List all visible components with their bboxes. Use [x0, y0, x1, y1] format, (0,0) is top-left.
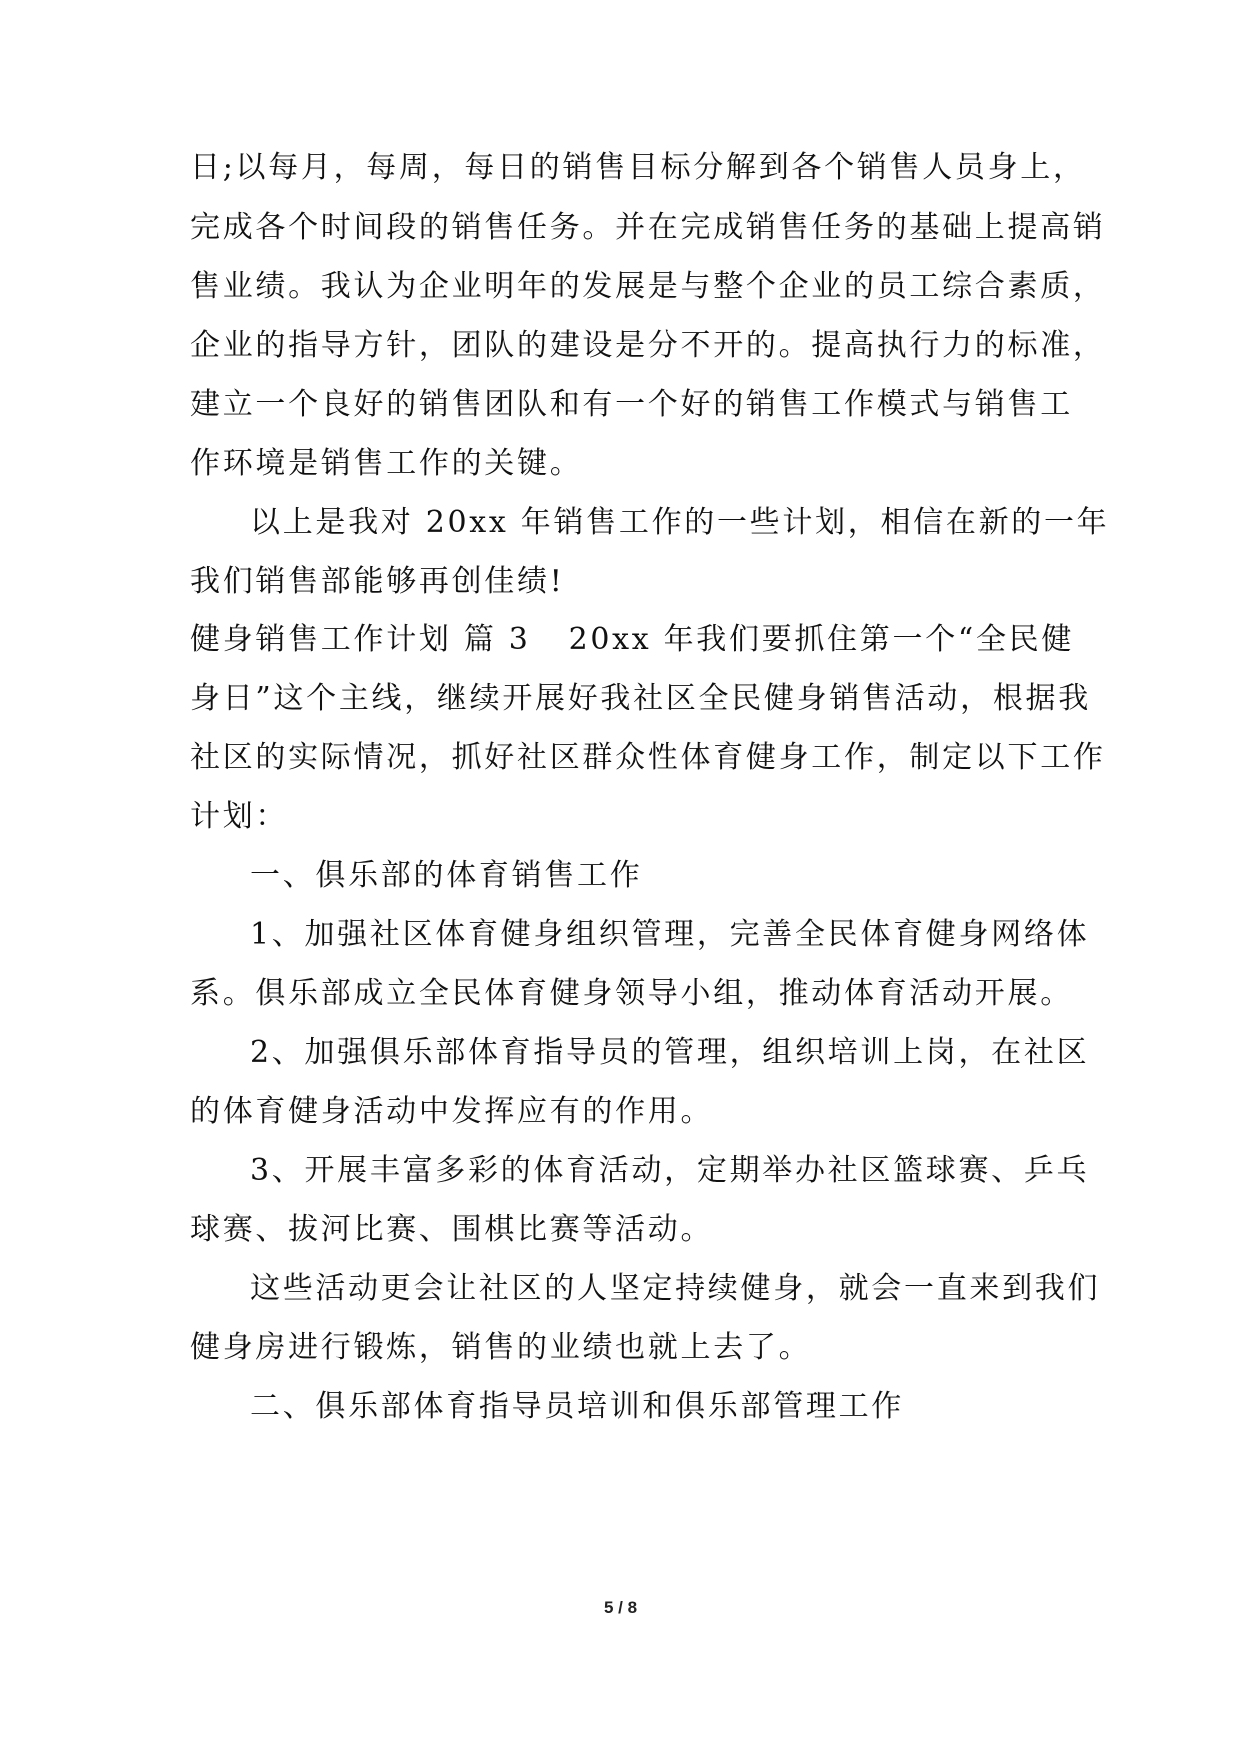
text-line: 健身房进行锻炼，销售的业绩也就上去了。 [190, 1330, 812, 1365]
text-line: 作环境是销售工作的关键。 [190, 446, 583, 481]
text-line: 这些活动更会让社区的人坚定持续健身，就会一直来到我们 [250, 1271, 1101, 1306]
subheading-line: 一、俱乐部的体育销售工作 [250, 858, 643, 893]
text-line: 2、加强俱乐部体育指导员的管理，组织培训上岗，在社区 [250, 1035, 1090, 1070]
text-line: 3、开展丰富多彩的体育活动，定期举办社区篮球赛、乒乓 [250, 1153, 1090, 1188]
text-line: 球赛、拔河比赛、围棋比赛等活动。 [190, 1212, 714, 1247]
section-heading: 健身销售工作计划 篇 3 [190, 622, 531, 657]
text-line: 售业绩。我认为企业明年的发展是与整个企业的员工综合素质， [190, 269, 1106, 304]
text-line: 日;以每月，每周，每日的销售目标分解到各个销售人员身上， [190, 150, 1086, 185]
text-line: 社区的实际情况，抓好社区群众性体育健身工作，制定以下工作 [190, 740, 1106, 775]
text-line: 我们销售部能够再创佳绩! [190, 564, 565, 599]
text-line: 企业的指导方针，团队的建设是分不开的。提高执行力的标准， [190, 328, 1106, 363]
text-line: 以上是我对 20xx 年销售工作的一些计划，相信在新的一年 [250, 505, 1110, 540]
page-number: 5 / 8 [603, 1598, 638, 1617]
text-line: 系。俱乐部成立全民体育健身领导小组，推动体育活动开展。 [190, 976, 1073, 1011]
text-line: 身日”这个主线，继续开展好我社区全民健身销售活动，根据我 [190, 681, 1091, 716]
subheading-line: 二、俱乐部体育指导员培训和俱乐部管理工作 [250, 1389, 904, 1424]
text-span: 20xx 年我们要抓住第一个“全民健 [568, 622, 1075, 657]
text-line: 计划： [190, 799, 289, 834]
text-line: 1、加强社区体育健身组织管理，完善全民体育健身网络体 [250, 917, 1090, 952]
text-line: 的体育健身活动中发挥应有的作用。 [190, 1094, 714, 1129]
text-line: 建立一个良好的销售团队和有一个好的销售工作模式与销售工 [190, 387, 1073, 422]
section-heading-line [190, 620, 1075, 660]
text-line: 完成各个时间段的销售任务。并在完成销售任务的基础上提高销 [190, 210, 1106, 245]
